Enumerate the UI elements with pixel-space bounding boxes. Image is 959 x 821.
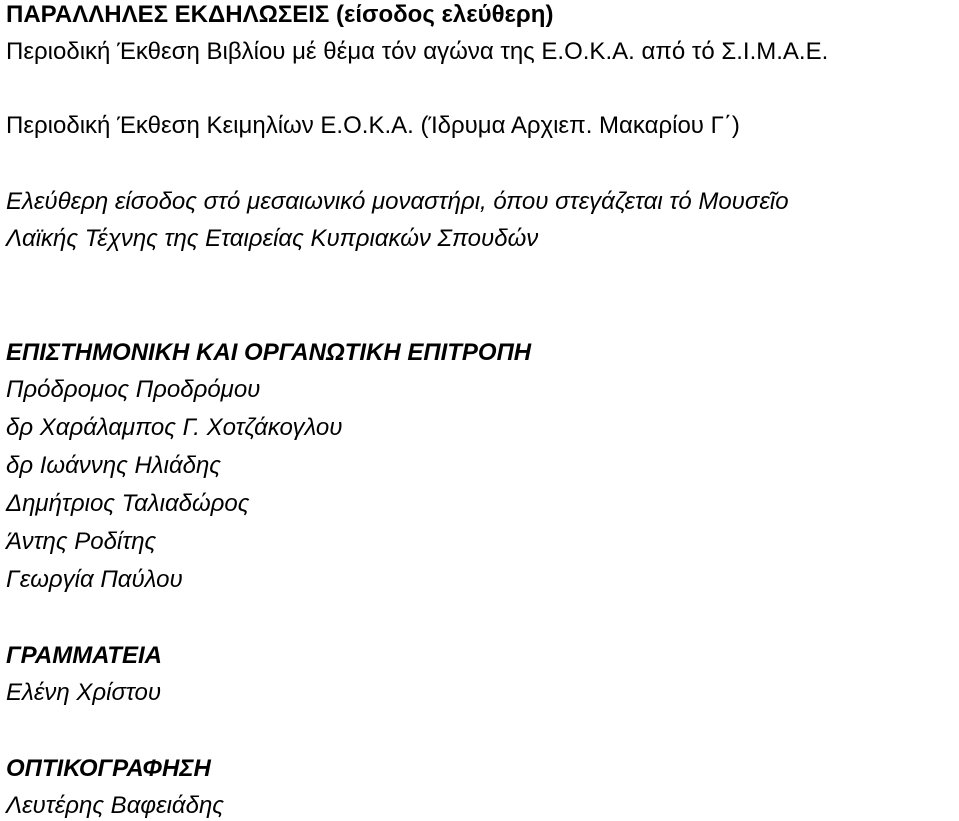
- intro-line-1: Ελεύθερη είσοδος στό μεσαιωνικό μοναστήρι, όπου στεγάζεται τό Μουσεῖο: [6, 188, 789, 215]
- events-title: ΠΑΡΑΛΛΗΛΕΣ ΕΚΔΗΛΩΣΕΙΣ (είσοδος ελεύθερη): [6, 1, 554, 28]
- secretariat-name: Ελένη Χρίστου: [6, 679, 162, 706]
- typesetting-name: Λευτέρης Βαφειάδης: [6, 792, 224, 819]
- book-exhibition-line: Περιοδική Έκθεση Βιβλίου μέ θέμα τόν αγώνα της Ε.Ο.Κ.Α. από τό Σ.Ι.Μ.Α.Ε.: [6, 38, 829, 65]
- committee-member: Άντης Ροδίτης: [6, 528, 157, 555]
- committee-member: δρ Χαράλαμπος Γ. Χοτζάκογλου: [6, 414, 343, 441]
- committee-member: Γεωργία Παύλου: [6, 566, 183, 593]
- committee-member: Πρόδρομος Προδρόμου: [6, 376, 261, 403]
- secretariat-heading: ΓΡΑΜΜΑΤΕΙΑ: [6, 642, 162, 669]
- typesetting-heading: ΟΠΤΙΚΟΓΡΑΦΗΣΗ: [6, 755, 211, 782]
- committee-member: δρ Ιωάννης Ηλιάδης: [6, 452, 221, 479]
- intro-line-2: Λαϊκής Τέχνης της Εταιρείας Κυπριακών Σπουδών: [6, 225, 539, 252]
- relics-exhibition-line: Περιοδική Έκθεση Κειμηλίων Ε.Ο.Κ.Α. (Ίδρυμα Αρχιεπ. Μακαρίου Γ΄): [6, 112, 740, 139]
- committee-heading: ΕΠΙΣΤΗΜΟΝΙΚΗ ΚΑΙ ΟΡΓΑΝΩΤΙΚΗ ΕΠΙΤΡΟΠΗ: [6, 339, 532, 366]
- committee-member: Δημήτριος Ταλιαδώρος: [6, 490, 250, 517]
